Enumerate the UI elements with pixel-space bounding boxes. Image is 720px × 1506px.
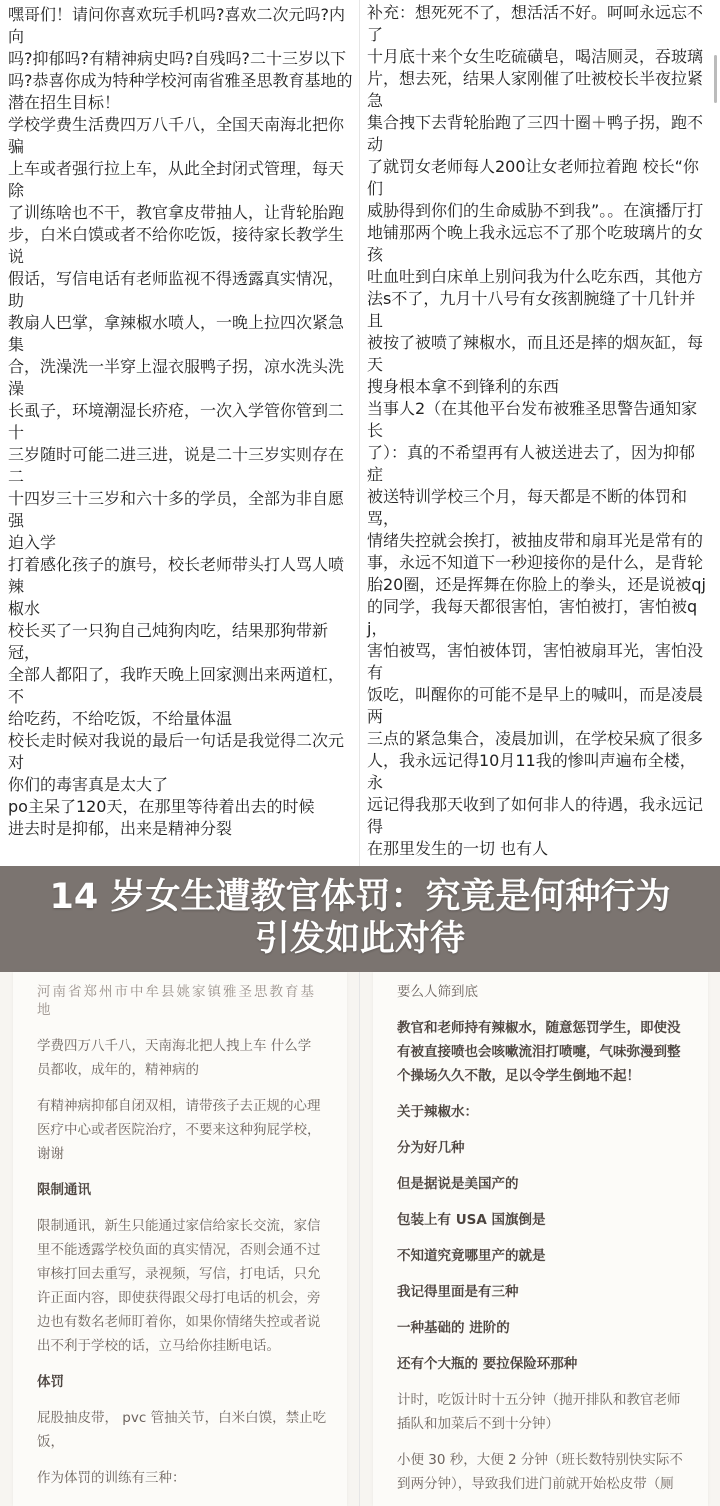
post-text-line: 搜身根本拿不到锋利的东西: [367, 377, 560, 396]
post-text-line: 十月底十来个女生吃硫磺皂，喝洁厕灵，吞玻璃: [367, 47, 704, 66]
post-text-line: 三点的紧急集合，凌晨加训，在学校呆疯了很多: [367, 729, 704, 748]
post-text-line: 远记得我那天收到了如何非人的待遇，我永远记得: [367, 795, 704, 836]
post-text-line: 当事人2（在其他平台发布被雅圣思警告通知家长: [367, 399, 698, 440]
article-bold-line: 体罚: [37, 1374, 64, 1390]
post-text-line: 被送特训学校三个月，每天都是不断的体罚和骂，: [367, 487, 688, 528]
article-bold-line: 我记得里面是有三种: [397, 1284, 519, 1300]
scrollbar[interactable]: [714, 55, 717, 103]
article-text-line: 限制通讯，新生只能通过家信给家长交流，家信: [37, 1218, 321, 1234]
post-text-line: 椒水: [8, 599, 41, 618]
article-text-line: 许正面内容，即使获得跟父母打电话的机会，旁: [37, 1290, 321, 1306]
article-bold-line: 包装上有 USA 国旗倒是: [397, 1212, 546, 1228]
post-text-line: 补充：想死死不了，想活活不好。呵呵永远忘不了: [367, 3, 704, 44]
article-text-line: 边也有数名老师盯着你，如果你情绪失控或者说: [37, 1314, 321, 1330]
article-text-line: 屁股抽皮带， pvc 管抽关节，白米白馍，禁止吃: [37, 1410, 327, 1426]
article-text-line: 插队和加菜后不到十分钟）: [397, 1416, 559, 1432]
post-text-line: 事，永远不知道下一秒迎接你的是什么，是背轮: [367, 553, 704, 572]
article-bold-line: 分为好几种: [397, 1140, 465, 1156]
article-screenshots-row: [0, 972, 720, 1506]
post-text-line: 打着感化孩子的旗号，校长老师带头打人骂人喷辣: [8, 555, 345, 596]
article-card-left: [13, 972, 347, 1506]
article-bold-line: 关于辣椒水：: [397, 1104, 478, 1120]
post-text-line: 吐血吐到白床单上别问我为什么吃东西，其他方: [367, 267, 704, 286]
post-text-line: 迫入学: [8, 533, 57, 552]
post-screenshot-left: [0, 0, 360, 866]
post-text-line: 威胁得到你们的生命威胁不到我”。。在演播厅打: [367, 201, 704, 220]
article-bold-line: 不知道究竟哪里产的就是: [397, 1248, 546, 1264]
post-text-line: 校长买了一只狗自己炖狗肉吃，结果那狗带新冠，: [8, 621, 329, 662]
article-bold-line: 一种基础的 进阶的: [397, 1320, 510, 1336]
article-bold-line: 限制通讯: [37, 1182, 91, 1198]
post-text-line: 吗?抑郁吗?有精神病史吗?自残吗?二十三岁以下: [8, 49, 346, 68]
post-text-line: 给吃药，不给吃饭，不给量体温: [8, 709, 233, 728]
post-text-line: 长虱子，环境潮湿长疥疮，一次入学管你管到二十: [8, 401, 345, 442]
article-bold-line: 还有个大瓶的 要拉保险环那种: [397, 1356, 578, 1372]
post-text-line: 嘿哥们！请问你喜欢玩手机吗?喜欢二次元吗?内向: [8, 5, 345, 46]
article-screenshot-right: [360, 972, 720, 1506]
post-text-line: 了）：真的不希望再有人被送进去了，因为抑郁症: [367, 443, 696, 484]
post-text-line: 饭吃，叫醒你的可能不是早上的喊叫，而是凌晨两: [367, 685, 704, 726]
article-text-line: 医疗中心或者医院治疗，不要来这种狗屁学校，: [37, 1122, 321, 1138]
post-text-line: 进去时是抑郁，出来是精神分裂: [8, 819, 233, 838]
article-card-right: [373, 972, 708, 1506]
post-text-line: 法s不了，九月十八号有女孩割腕缝了十几针并且: [367, 289, 696, 330]
post-text-line: 全部人都阳了，我昨天晚上回家测出来两道杠，不: [8, 665, 345, 706]
title-banner: [0, 866, 720, 972]
post-text-line: 的同学，我每天都很害怕，害怕被打，害怕被qj，: [367, 597, 698, 638]
post-text-line: 在那里发生的一切 也有人: [367, 839, 549, 858]
article-text-line: 饭，: [37, 1434, 64, 1450]
post-text-line: 吗?恭喜你成为特种学校河南省雅圣思教育基地的: [8, 71, 353, 90]
article-text-line: 河南省郑州市中牟县姚家镇雅圣思教育基地: [37, 984, 316, 1018]
post-text-line: 合，洗澡洗一半穿上湿衣服鸭子拐，凉水洗头洗澡: [8, 357, 345, 398]
post-text-line: po主呆了120天，在那里等待着出去的时候: [8, 797, 315, 816]
article-text-line: 谢谢: [37, 1146, 64, 1162]
article-bold-line: 但是据说是美国产的: [397, 1176, 519, 1192]
post-text-line: 教扇人巴掌，拿辣椒水喷人，一晚上拉四次紧急集: [8, 313, 345, 354]
post-text-line: 地铺那两个晚上我永远忘不了那个吃玻璃片的女孩: [367, 223, 704, 264]
post-text-line: 潜在招生目标！: [8, 93, 121, 112]
post-text-line: 校长走时候对我说的最后一句话是我觉得二次元对: [8, 731, 345, 772]
post-text-line: 三岁随时可能二进三进，说是二十三岁实则存在二: [8, 445, 345, 486]
post-text-line: 情绪失控就会挨打，被抽皮带和扇耳光是常有的: [367, 531, 704, 550]
article-text-line: 出不利于学校的话，立马给你挂断电话。: [37, 1338, 280, 1354]
post-text-line: 胎20圈，还是挥舞在你脸上的拳头，还是说被qj: [367, 575, 706, 594]
post-text-line: 片，想去死，结果人家刚催了吐被校长半夜拉紧急: [367, 69, 704, 110]
post-text-line: 学校学费生活费四万八千八，全国天南海北把你骗: [8, 115, 345, 156]
article-text-line: 学费四万八千八，天南海北把人拽上车 什么学: [37, 1038, 312, 1054]
article-text-line: 有精神病抑郁自闭双相，请带孩子去正规的心理: [37, 1098, 321, 1114]
post-text-line: 步，白米白馍或者不给你吃饭，接待家长教学生说: [8, 225, 345, 266]
post-text-line: 十四岁三十三岁和六十多的学员，全部为非自愿强: [8, 489, 345, 530]
post-text-line: 了训练啥也不干，教官拿皮带抽人，让背轮胎跑: [8, 203, 345, 222]
headline-line-1: 14 岁女生遭教官体罚：究竟是何种行为: [49, 877, 671, 917]
post-text-line: 人，我永远记得10月11我的惨叫声遍布全楼，永: [367, 751, 696, 792]
post-text-line: 集合拽下去背轮胎跑了三四十圈＋鸭子拐，跑不动: [367, 113, 704, 154]
post-screenshot-right: [360, 0, 720, 866]
article-bold-line: 教官和老师持有辣椒水，随意惩罚学生，即使没: [397, 1020, 681, 1036]
post-text-line: 假话，写信电话有老师监视不得透露真实情况，助: [8, 269, 345, 310]
article-text-line: 要么人筛到底: [397, 984, 478, 1000]
article-text-line: 到两分钟），导致我们进门前就开始松皮带（厕: [397, 1476, 674, 1492]
headline-line-2: 引发如此对待: [254, 919, 465, 959]
article-text-line: 作为体罚的训练有三种：: [37, 1470, 186, 1486]
article-text-line: 小便 30 秒，大便 2 分钟（班长数特别快实际不: [397, 1452, 683, 1468]
post-text-line: 上车或者强行拉上车，从此全封闭式管理，每天除: [8, 159, 345, 200]
post-text-line: 被按了被喷了辣椒水，而且还是摔的烟灰缸，每天: [367, 333, 704, 374]
post-text-line: 害怕被骂，害怕被体罚，害怕被扇耳光，害怕没有: [367, 641, 704, 682]
article-bold-line: 个操场久久不散，足以令学生倒地不起！: [397, 1068, 640, 1084]
article-text-line: 员都收，成年的，精神病的: [37, 1062, 199, 1078]
article-text-line: 里不能透露学校负面的真实情况，否则会通不过: [37, 1242, 321, 1258]
article-text-line: 计时，吃饭计时十五分钟（抛开排队和教官老师: [397, 1392, 681, 1408]
post-text-line: 了就罚女老师每人200让女老师拉着跑 校长“你们: [367, 157, 699, 198]
article-text-line: 审核打回去重写，录视频，写信，打电话，只允: [37, 1266, 321, 1282]
article-bold-line: 有被直接喷也会咳嗽流泪打喷嚏，气味弥漫到整: [397, 1044, 681, 1060]
article-screenshot-left: [0, 972, 360, 1506]
post-text-line: 你们的毒害真是太大了: [8, 775, 169, 794]
